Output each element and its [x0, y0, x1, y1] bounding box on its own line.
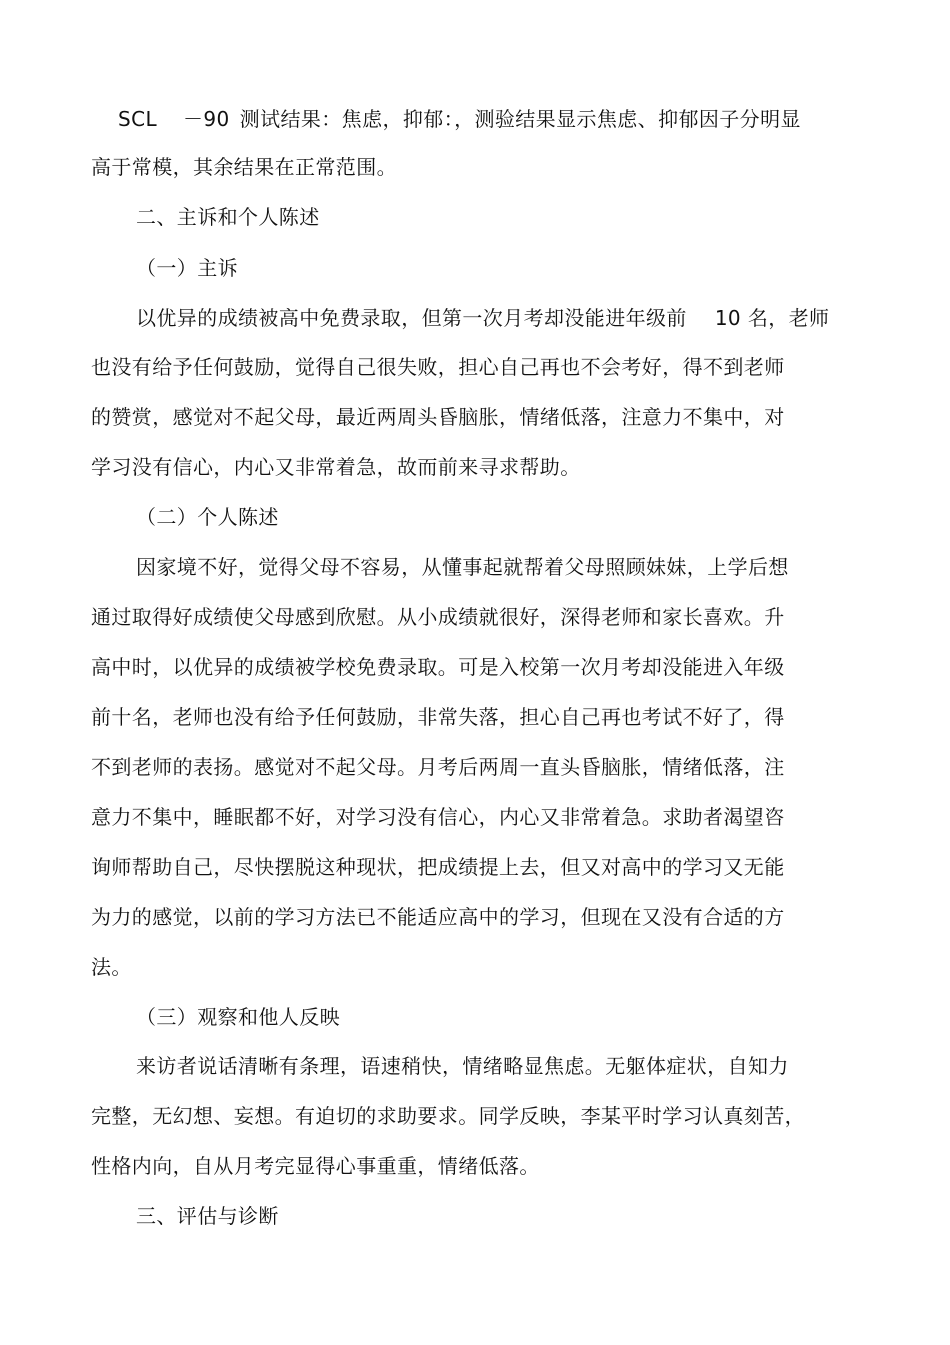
- statement-line-7: 询师帮助自己，尽快摆脱这种现状，把成绩提上去，但又对高中的学习又无能: [91, 855, 785, 879]
- section-heading-2: 二、主诉和个人陈述: [136, 205, 320, 229]
- observation-line-1: 来访者说话清晰有条理，语速稍快，情绪略显焦虑。无躯体症状，自知力: [136, 1054, 789, 1078]
- subheading-observation: （三）观察和他人反映: [136, 1005, 340, 1029]
- subheading-chief-complaint: （一）主诉: [136, 256, 238, 280]
- section-heading-3: 三、评估与诊断: [136, 1204, 279, 1228]
- statement-line-5: 不到老师的表扬。感觉对不起父母。月考后两周一直头昏脑胀，情绪低落，注: [91, 755, 785, 779]
- complaint-line-4: 学习没有信心，内心又非常着急，故而前来寻求帮助。: [91, 455, 581, 479]
- statement-line-8: 为力的感觉，以前的学习方法已不能适应高中的学习，但现在又没有合适的方: [91, 905, 785, 929]
- scl-text: 测试结果：焦虑，抑郁：，测验结果显示焦虑、抑郁因子分明显: [239, 107, 801, 131]
- statement-line-3: 高中时，以优异的成绩被学校免费录取。可是入校第一次月考却没能进入年级: [91, 655, 785, 679]
- complaint-line-1: [136, 306, 829, 330]
- complaint-line-3: 的赞赏，感觉对不起父母，最近两周头昏脑胀，情绪低落，注意力不集中，对: [91, 405, 785, 429]
- observation-line-3: 性格内向，自从月考完显得心事重重，情绪低落。: [91, 1154, 540, 1178]
- observation-line-2: 完整，无幻想、妄想。有迫切的求助要求。同学反映，李某平时学习认真刻苦，: [91, 1104, 805, 1128]
- scl-result-line-2: 高于常模，其余结果在正常范围。: [91, 155, 397, 179]
- scl-result-line: [118, 107, 801, 131]
- complaint-line-2: 也没有给予任何鼓励，觉得自己很失败，担心自己再也不会考好，得不到老师: [91, 355, 785, 379]
- complaint-text-a: 以优异的成绩被高中免费录取，但第一次月考却没能进年级前: [136, 306, 687, 330]
- subheading-personal-statement: （二）个人陈述: [136, 505, 279, 529]
- statement-line-1: 因家境不好，觉得父母不容易，从懂事起就帮着父母照顾妹妹，上学后想: [136, 555, 789, 579]
- statement-line-6: 意力不集中，睡眠都不好，对学习没有信心，内心又非常着急。求助者渴望咨: [91, 805, 785, 829]
- statement-line-4: 前十名，老师也没有给予任何鼓励，非常失落，担心自己再也考试不好了，得: [91, 705, 785, 729]
- scl-label: SCL: [118, 107, 158, 131]
- complaint-text-b: 10 名，老师: [714, 306, 830, 330]
- statement-line-9: 法。: [91, 955, 132, 979]
- statement-line-2: 通过取得好成绩使父母感到欣慰。从小成绩就很好，深得老师和家长喜欢。升: [91, 605, 785, 629]
- scl-number: －90: [183, 107, 230, 131]
